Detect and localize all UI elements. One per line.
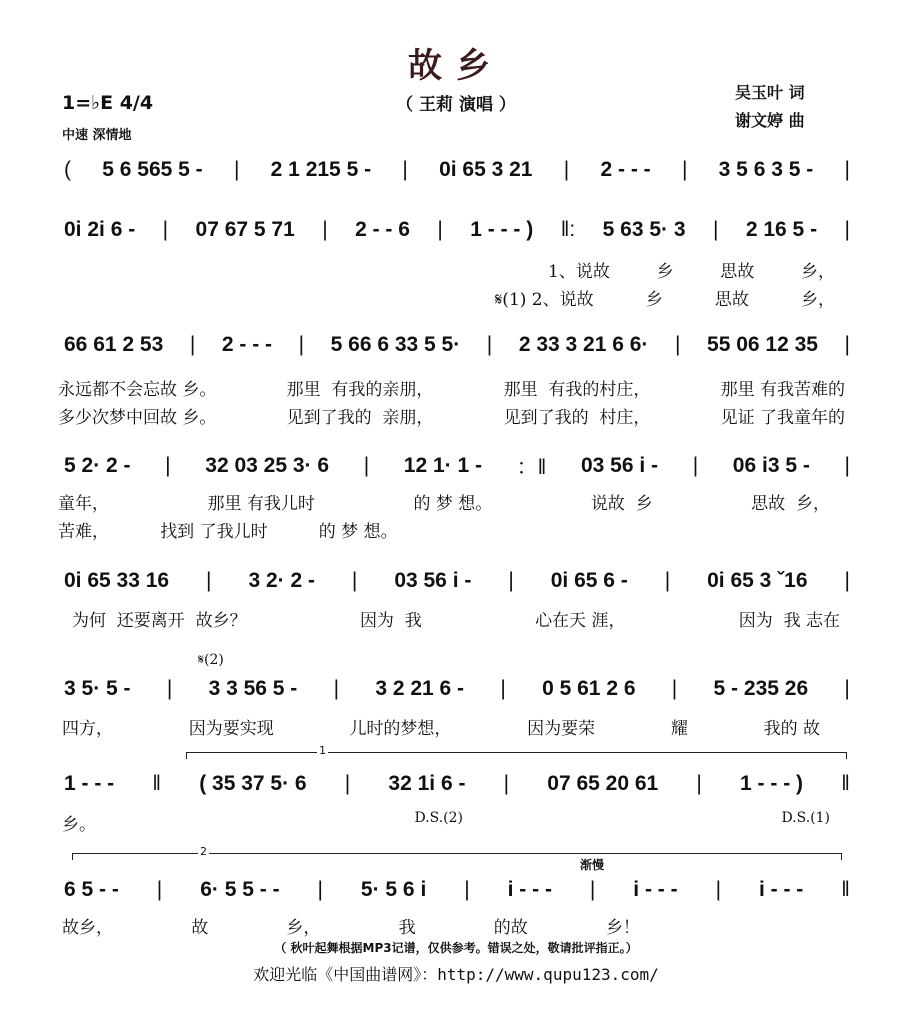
measure: 07 65 20 61 (547, 772, 659, 795)
measure: 07 67 5 71 (195, 218, 295, 241)
lyric-line (62, 810, 830, 835)
measure: 32 03 25 3· 6 (205, 454, 330, 477)
barline: | (298, 333, 305, 356)
lyric-segment: 多少次梦中回故 乡。 (58, 408, 217, 428)
measure: 5 - 235 26 (713, 677, 809, 700)
lyric-segment: 思故 (720, 262, 755, 282)
barline: | (503, 772, 510, 795)
lyric-segment: 因为要实现 (188, 719, 274, 739)
lyric-segment: 思故 乡， (751, 494, 830, 514)
measure: 03 56 i - (580, 454, 659, 477)
measure: 6· 5 5 - - (200, 878, 280, 901)
lyric-segment: 见证 了我童年的 (720, 408, 845, 428)
song-title: 故乡 (408, 46, 504, 86)
measure: i - - - (758, 878, 804, 901)
measure: 0i 65 33 16 (64, 569, 170, 592)
barline: | (464, 878, 470, 901)
measure: 5 6 565 5 - (102, 158, 203, 181)
barline: | (351, 569, 358, 592)
lyric-segment: 的 梦 想。 (413, 494, 493, 514)
barline: | (508, 569, 514, 592)
lyric-segment: 乡 (645, 290, 663, 310)
lyric-segment: 故乡， (62, 918, 113, 938)
volta-number: 1 (319, 744, 326, 757)
lyric-line (72, 606, 840, 631)
barline: | (844, 218, 850, 241)
lyric-segment: 苦难， (58, 522, 109, 542)
barline: | (563, 158, 570, 181)
composer-credit: 谢文婷 曲 (735, 111, 805, 130)
lyric-segment: 𝄋(1) 2、说故 (495, 290, 594, 310)
lyric-line (548, 257, 835, 282)
measure: 32 1i 6 - (388, 772, 466, 795)
volta-bracket (186, 744, 847, 759)
measure: 0i 65 3 ˇ16 (707, 569, 808, 592)
barline: | (692, 454, 699, 477)
lyric-segment: 的故 (493, 918, 528, 938)
lyric-segment: 儿时的梦想， (349, 719, 452, 739)
website-footer: 欢迎光临《中国曲谱网》：http://www.qupu123.com/ (253, 965, 659, 984)
notation-line (64, 878, 850, 902)
barline: | (233, 158, 240, 181)
barline: | (844, 677, 850, 700)
measure: 55 06 12 35 (707, 333, 818, 356)
lyric-segment: 因为 我 志在 (738, 611, 840, 631)
lyric-segment: 乡 (656, 262, 674, 282)
notation-line (64, 772, 850, 796)
lyric-segment: 因为 我 (359, 611, 422, 631)
barline: | (166, 677, 173, 700)
measure: 1 - - - ) (470, 218, 534, 241)
lyric-line (62, 913, 640, 938)
lyric-segment: 思故 (714, 290, 749, 310)
measure: 0 5 61 2 6 (542, 677, 636, 700)
measure: 1 - - - (64, 772, 115, 795)
notation-line (64, 218, 850, 242)
barline: | (500, 677, 506, 700)
barline: | (189, 333, 196, 356)
measure: i - - - (633, 878, 678, 901)
dal-segno-mark: D.S.(1) (781, 810, 830, 826)
lyric-segment: 我的 故 (763, 719, 820, 739)
measure: 3 5· 5 - (64, 677, 131, 700)
measure: 2 33 3 21 6 6· (518, 333, 649, 356)
lyric-segment: 乡， (800, 262, 835, 282)
notation-line (64, 569, 850, 593)
barline: | (333, 677, 340, 700)
notation-line (64, 677, 850, 701)
lyric-segment: 那里 有我的村庄， (503, 380, 651, 400)
measure: 3 5 6 3 5 - (718, 158, 814, 181)
lyric-line (495, 285, 835, 310)
measure: 3 2 21 6 - (375, 677, 465, 700)
lyric-segment: 四方， (62, 719, 113, 739)
notation-line (64, 451, 850, 481)
lyric-segment: 永远都不会忘故 乡。 (58, 380, 217, 400)
barline: | (664, 569, 671, 592)
measure: 5 2· 2 - (64, 454, 131, 477)
barline: ：‖ (516, 456, 547, 479)
barline: | (844, 569, 850, 592)
barline: ‖: (560, 218, 576, 241)
lyric-segment: 乡， (286, 918, 321, 938)
barline: | (317, 878, 323, 901)
measure: 0i 65 3 21 (439, 158, 533, 181)
lyric-segment: 童年， (58, 494, 109, 514)
lyric-line (58, 517, 500, 542)
measure: 3 3 56 5 - (208, 677, 298, 700)
lyric-segment: 那里 有我苦难的 (720, 380, 845, 400)
measure: 5· 5 6 i (360, 878, 427, 901)
volta-bracket (72, 845, 842, 860)
lyric-segment: 那里 有我的亲朋， (286, 380, 434, 400)
barline: | (206, 569, 212, 592)
lyric-line (58, 403, 845, 428)
barline: | (162, 218, 169, 241)
measure: i - - - (507, 878, 552, 901)
measure: 2 - - - (600, 158, 651, 181)
measure: 0i 2i 6 - (64, 218, 136, 241)
barline: | (589, 878, 596, 901)
barline: | (402, 158, 408, 181)
barline: | (715, 878, 722, 901)
ritardando-mark: 渐慢 (580, 858, 605, 872)
measure: 2 16 5 - (745, 218, 818, 241)
barline: | (696, 772, 702, 795)
measure: 2 - - 6 (355, 218, 410, 241)
barline: ‖ (841, 878, 850, 901)
lyric-segment: 因为要荣 (527, 719, 596, 739)
measure: 6 5 - - (64, 878, 119, 901)
measure: 2 - - - (221, 333, 273, 356)
lyric-segment: 耀 (670, 719, 688, 739)
barline: | (437, 218, 443, 241)
lyric-segment: 心在天 涯， (535, 611, 626, 631)
barline: | (712, 218, 719, 241)
lyric-line (62, 714, 820, 739)
segno-icon: 𝄋(2) (198, 652, 224, 668)
measure: 12 1· 1 - (403, 454, 483, 477)
measure: 66 61 2 53 (64, 333, 164, 356)
barline: ( (64, 158, 71, 181)
measure: 1 - - - ) (740, 772, 804, 795)
barline: | (165, 454, 171, 477)
barline: | (486, 333, 493, 356)
measure: 3 2· 2 - (248, 569, 315, 592)
singer-credit: （ 王莉 演唱 ） (396, 95, 516, 115)
barline: ‖ (152, 772, 162, 795)
barline: | (675, 333, 681, 356)
barline: | (322, 218, 328, 241)
volta-number: 2 (200, 845, 207, 858)
lyric-segment: 说故 乡 (590, 494, 653, 514)
barline: | (844, 333, 850, 356)
lyric-segment: 见到了我的 亲朋， (286, 408, 434, 428)
barline: | (671, 677, 678, 700)
tempo-marking: 中速 深情地 (62, 128, 132, 143)
lyric-line (58, 375, 845, 400)
lyric-segment: 乡， (801, 290, 835, 310)
lyric-segment: 为何 还要离开 故乡？ (72, 611, 247, 631)
lyric-segment: 1、说故 (548, 262, 610, 282)
barline: | (363, 454, 370, 477)
measure: 0i 65 6 - (550, 569, 628, 592)
measure: 2 1 215 5 - (270, 158, 372, 181)
lyric-segment: 乡！ (605, 918, 640, 938)
measure: ( 35 37 5· 6 (199, 772, 307, 795)
lyric-segment: 那里 有我儿时 (207, 494, 315, 514)
barline: ‖ (841, 772, 850, 795)
barline: | (844, 454, 850, 477)
barline: | (156, 878, 163, 901)
notation-line (64, 158, 850, 182)
measure: 03 56 i - (394, 569, 472, 592)
barline: | (844, 158, 850, 181)
key-signature: 1=♭E 4/4 (62, 92, 154, 114)
lyric-segment: 找到 了我儿时 (160, 522, 268, 542)
lyric-line (58, 489, 830, 514)
barline: | (681, 158, 688, 181)
barline: | (344, 772, 351, 795)
dal-segno-mark: D.S.(2) (414, 810, 463, 826)
measure: 5 66 6 33 5 5· (330, 333, 461, 356)
lyric-segment: 故 (191, 918, 209, 938)
notation-line (64, 333, 850, 357)
transcription-note: （ 秋叶起舞根据MP3记谱，仅供参考。错误之处，敬请批评指正。） (274, 941, 638, 955)
lyric-segment: 乡。 (62, 815, 96, 835)
lyricist-credit: 吴玉叶 词 (735, 83, 805, 102)
measure: 5 63 5· 3 (602, 218, 686, 241)
lyric-segment: 我 (398, 918, 416, 938)
lyric-segment: 见到了我的 村庄， (503, 408, 651, 428)
lyric-segment: 的 梦 想。 (318, 522, 398, 542)
measure: 06 i3 5 - (732, 454, 810, 477)
